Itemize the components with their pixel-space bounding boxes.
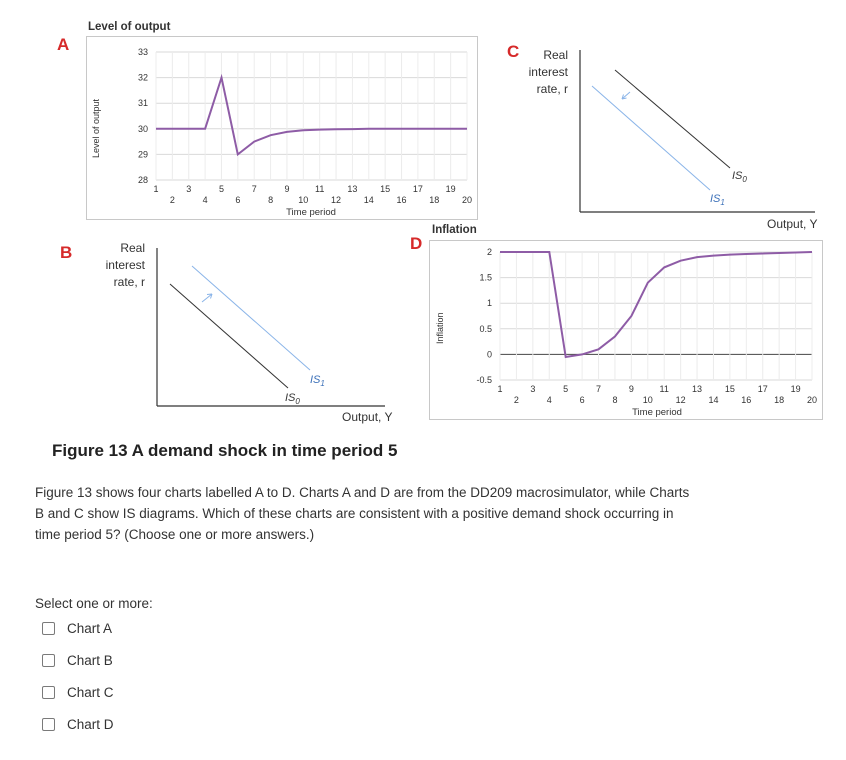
chart-d-xtick: 6 xyxy=(579,395,585,405)
chart-b-ylabel-line-1: Real xyxy=(120,241,145,255)
chart-d-xlabel: Time period xyxy=(632,407,682,418)
chart-a-xtick: 6 xyxy=(235,195,241,205)
chart-a-ytick: 29 xyxy=(137,149,148,160)
chart-a-xtick: 13 xyxy=(347,184,358,194)
chart-a-ytick: 32 xyxy=(137,72,148,83)
option-chart-a-label: Chart A xyxy=(67,621,113,636)
chart-d-ytick: 2 xyxy=(486,247,492,257)
chart-a-xtick: 12 xyxy=(331,195,342,205)
select-prompt: Select one or more: xyxy=(35,596,153,611)
chart-a-ytick: 33 xyxy=(137,47,148,57)
chart-b-xlabel: Output, Y xyxy=(342,410,393,424)
chart-d-xtick: 5 xyxy=(563,384,569,394)
chart-d-xtick: 7 xyxy=(596,384,602,394)
option-chart-c-label: Chart C xyxy=(67,685,114,700)
chart-a-ytick: 30 xyxy=(137,123,148,134)
chart-b-ylabel-line-3: rate, r xyxy=(113,275,145,289)
chart-b-ylabel-line-2: interest xyxy=(105,258,145,272)
chart-a-title: Level of output xyxy=(88,21,171,33)
chart-d-xtick: 9 xyxy=(628,384,634,394)
chart-a-letter: A xyxy=(57,35,70,54)
chart-d-xtick: 10 xyxy=(642,395,653,405)
option-chart-b-label: Chart B xyxy=(67,653,113,668)
chart-a-xtick: 5 xyxy=(218,184,224,194)
chart-a-ytick: 31 xyxy=(137,98,148,109)
chart-d-xtick: 3 xyxy=(530,384,536,394)
chart-a-xtick: 1 xyxy=(153,184,159,194)
option-chart-a[interactable] xyxy=(42,621,112,636)
chart-a-xtick: 18 xyxy=(429,195,440,205)
checkbox-chart-b[interactable] xyxy=(42,654,55,667)
option-chart-d-label: Chart D xyxy=(67,717,114,732)
chart-c-letter: C xyxy=(507,42,520,61)
chart-a-xtick: 3 xyxy=(186,184,192,194)
chart-d-ytick: 1 xyxy=(486,298,492,309)
chart-d-xtick: 11 xyxy=(659,384,669,394)
chart-a-xtick: 15 xyxy=(380,184,391,194)
chart-a-xtick: 19 xyxy=(445,184,456,194)
chart-d-xtick: 2 xyxy=(513,395,519,405)
chart-a-xtick: 7 xyxy=(251,184,257,194)
chart-a-xtick: 11 xyxy=(315,184,325,194)
chart-d-xtick: 13 xyxy=(692,384,703,394)
chart-d-xtick: 20 xyxy=(806,395,818,405)
chart-a-xtick: 16 xyxy=(396,195,407,205)
chart-d-ytick: 0 xyxy=(486,349,492,360)
checkbox-chart-c[interactable] xyxy=(42,686,55,699)
chart-d-letter: D xyxy=(410,234,423,253)
checkbox-chart-a[interactable] xyxy=(42,622,55,635)
question-text: Figure 13 shows four charts labelled A to D. Charts A and D are from the DD209 macrosimulator, while Charts B and C show IS diagrams. Which of these charts are consistent with a positive demand shock occurring in time period 5? (Choose one or more answers.) xyxy=(35,485,690,542)
chart-d-ytick: 1.5 xyxy=(479,272,492,283)
chart-b-is0-label: $IS_0$ xyxy=(285,392,300,406)
chart-d-xtick: 12 xyxy=(675,395,686,405)
chart-a-xtick: 4 xyxy=(202,195,208,205)
chart-c-ylabel-line-3: rate, r xyxy=(536,82,568,96)
figure-caption: Figure 13 A demand shock in time period 5 xyxy=(52,441,398,460)
chart-a-xtick: 20 xyxy=(461,195,473,205)
chart-d-xtick: 18 xyxy=(774,395,785,405)
chart-c-ylabel-line-2: interest xyxy=(528,65,568,79)
option-chart-b[interactable] xyxy=(42,653,113,668)
chart-d-xtick: 15 xyxy=(724,384,735,394)
chart-d-xtick: 8 xyxy=(612,395,618,405)
chart-a-ytick: 28 xyxy=(137,175,148,185)
chart-a-xtick: 8 xyxy=(268,195,274,205)
chart-c-is1-label: $IS_1$ xyxy=(710,193,725,207)
chart-a-xtick: 14 xyxy=(363,195,374,205)
chart-b-is1-label: $IS_1$ xyxy=(310,374,325,388)
option-chart-d[interactable] xyxy=(42,717,114,732)
chart-d-ytick: 0.5 xyxy=(479,323,492,334)
chart-d-ytick: -0.5 xyxy=(476,375,492,385)
chart-a-ylabel: Level of output xyxy=(91,98,101,158)
chart-c-ylabel-line-1: Real xyxy=(543,48,568,62)
chart-d-xtick: 1 xyxy=(497,384,503,394)
chart-c-is0-label: $IS_0$ xyxy=(732,170,747,184)
chart-a-xtick: 10 xyxy=(298,195,309,205)
chart-a-xlabel: Time period xyxy=(286,207,336,218)
chart-a-xtick: 9 xyxy=(284,184,290,194)
chart-d-xtick: 19 xyxy=(790,384,801,394)
chart-d-title: Inflation xyxy=(432,224,477,236)
option-chart-c[interactable] xyxy=(42,685,114,700)
chart-a-xtick: 17 xyxy=(412,184,423,194)
chart-d-ylabel: Inflation xyxy=(435,312,445,344)
chart-d-xtick: 14 xyxy=(708,395,719,405)
chart-c-xlabel: Output, Y xyxy=(767,217,818,231)
chart-d-xtick: 17 xyxy=(757,384,768,394)
checkbox-chart-d[interactable] xyxy=(42,718,55,731)
chart-a-xtick: 2 xyxy=(169,195,175,205)
chart-d-series-line xyxy=(500,252,812,357)
chart-d-xtick: 4 xyxy=(546,395,552,405)
chart-d-xtick: 16 xyxy=(741,395,752,405)
chart-b-letter: B xyxy=(60,243,73,262)
